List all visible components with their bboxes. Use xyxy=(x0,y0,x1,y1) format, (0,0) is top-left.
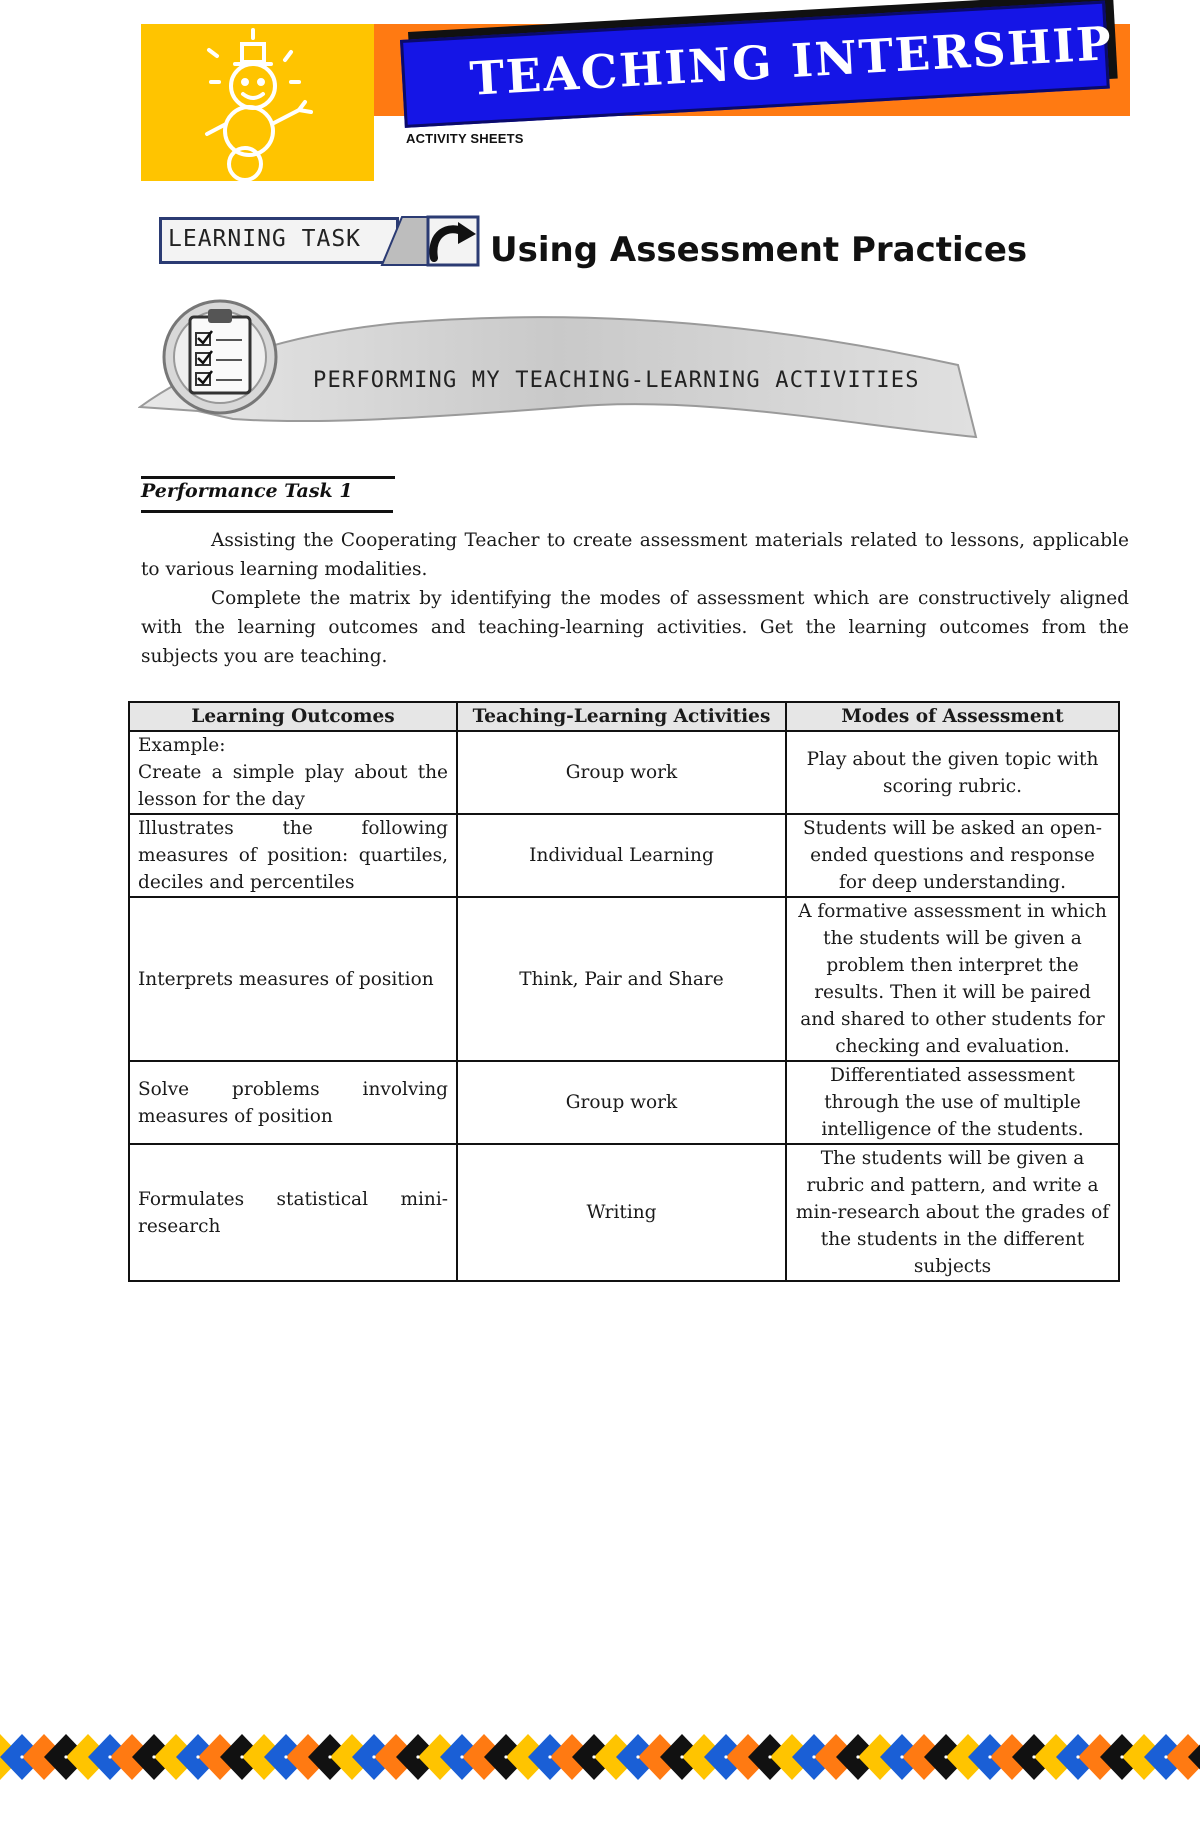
border-dot xyxy=(1076,1755,1079,1758)
table-row xyxy=(129,814,1119,897)
border-dot xyxy=(416,1755,419,1758)
border-dot xyxy=(372,1755,375,1758)
border-dot xyxy=(724,1755,727,1758)
cell-assessment: Play about the given topic with scoring rubric. xyxy=(786,731,1119,814)
border-dot xyxy=(152,1755,155,1758)
header-title: TEACHING INTERSHIP xyxy=(468,16,1115,106)
heading-rule-bottom xyxy=(141,510,393,513)
table-row xyxy=(129,1144,1119,1281)
cell-outcome: Illustrates the following measures of position: quartiles, deciles and percentiles xyxy=(129,814,457,897)
learning-task-label: LEARNING TASK xyxy=(168,226,362,252)
cell-assessment: Students will be asked an open-ended questions and response for deep understanding. xyxy=(786,814,1119,897)
decorative-border-pattern xyxy=(0,1730,1200,1785)
instruction-paragraph-1: Assisting the Cooperating Teacher to create assessment materials related to lessons, applicable to various learning modalities. xyxy=(141,530,1129,580)
border-dot xyxy=(1120,1755,1123,1758)
cell-outcome: Formulates statistical mini-research xyxy=(129,1144,457,1281)
table-row xyxy=(129,1061,1119,1144)
cell-outcome: Solve problems involving measures of position xyxy=(129,1061,457,1144)
border-dot xyxy=(944,1755,947,1758)
border-dot xyxy=(20,1755,23,1758)
border-dot xyxy=(636,1755,639,1758)
performing-banner-label: PERFORMING MY TEACHING-LEARNING ACTIVITIES xyxy=(313,368,920,393)
border-dot xyxy=(284,1755,287,1758)
cell-activity: Group work xyxy=(457,731,786,814)
table-row xyxy=(129,897,1119,1061)
cell-activity: Writing xyxy=(457,1144,786,1281)
header-modes-of-assessment: Modes of Assessment xyxy=(786,702,1119,731)
border-dot xyxy=(504,1755,507,1758)
cell-outcome: Example: Create a simple play about the lesson for the day xyxy=(129,731,457,814)
header-subtitle: ACTIVITY SHEETS xyxy=(406,131,524,146)
cell-activity: Individual Learning xyxy=(457,814,786,897)
border-dot xyxy=(812,1755,815,1758)
header-teaching-learning-activities: Teaching-Learning Activities xyxy=(457,702,786,731)
border-dot xyxy=(988,1755,991,1758)
cell-activity: Think, Pair and Share xyxy=(457,897,786,1061)
instruction-paragraph-2: Complete the matrix by identifying the modes of assessment which are constructively aligned with the learning outcomes and teaching-learning activities. Get the learning outcomes from the subjects you are teaching. xyxy=(141,588,1129,667)
heading-rule-top xyxy=(141,476,395,479)
performance-task-heading: Performance Task 1 xyxy=(141,480,353,502)
table-row xyxy=(129,731,1119,814)
snowman-icon xyxy=(141,24,374,181)
clipboard-icon xyxy=(164,301,276,413)
cell-assessment: Differentiated assessment through the use of multiple intelligence of the students. xyxy=(786,1061,1119,1144)
border-dot xyxy=(108,1755,111,1758)
border-dot xyxy=(1164,1755,1167,1758)
border-dot xyxy=(1032,1755,1035,1758)
cell-activity: Group work xyxy=(457,1061,786,1144)
border-dot xyxy=(900,1755,903,1758)
border-dot xyxy=(64,1755,67,1758)
border-dot xyxy=(460,1755,463,1758)
header-learning-outcomes: Learning Outcomes xyxy=(129,702,457,731)
border-dot xyxy=(328,1755,331,1758)
table-header-row xyxy=(129,702,1119,731)
border-dot xyxy=(856,1755,859,1758)
cell-outcome: Interprets measures of position xyxy=(129,897,457,1061)
border-dot xyxy=(768,1755,771,1758)
border-dot xyxy=(592,1755,595,1758)
assessment-matrix-table xyxy=(128,701,1120,1282)
header-yellow-panel xyxy=(141,24,374,181)
learning-task-title: Using Assessment Practices xyxy=(490,230,1028,270)
border-dot xyxy=(240,1755,243,1758)
cell-assessment: A formative assessment in which the students will be given a problem then interpret the results. Then it will be paired and shared to other students for checking and evaluation. xyxy=(786,897,1119,1061)
border-dot xyxy=(196,1755,199,1758)
learning-task-arrow-icon xyxy=(372,214,482,268)
border-dot xyxy=(680,1755,683,1758)
cell-assessment: The students will be given a rubric and pattern, and write a min-research about the grades of the students in the different subjects xyxy=(786,1144,1119,1281)
border-dot xyxy=(548,1755,551,1758)
